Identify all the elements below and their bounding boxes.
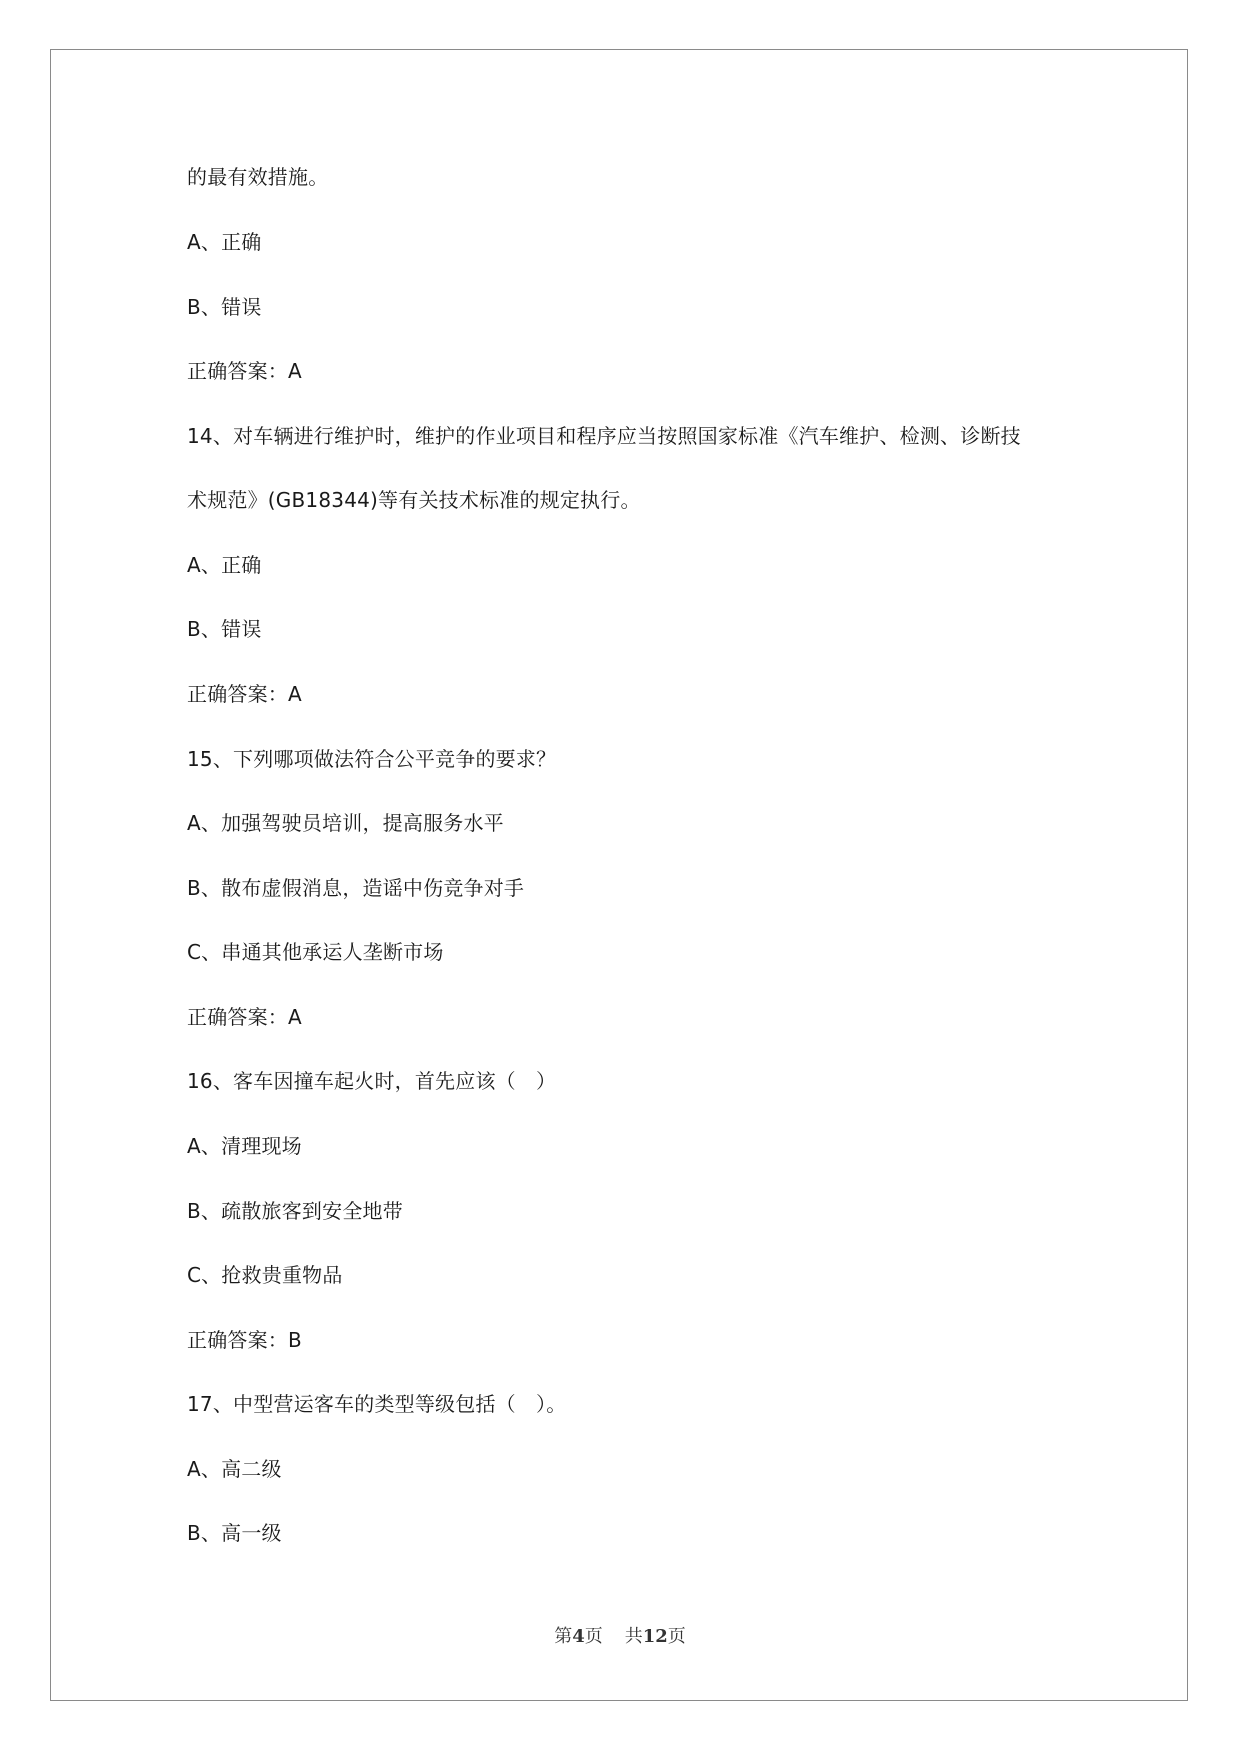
answer-13: 正确答案：A [187,359,302,383]
footer-total-prefix: 共 [624,1626,643,1647]
footer-prefix: 第 [554,1626,573,1647]
question-15: 15、下列哪项做法符合公平竞争的要求？ [187,747,557,771]
footer-page-word: 页 [584,1626,603,1647]
option-c: C、抢救贵重物品 [187,1263,343,1287]
option-b: B、错误 [187,617,262,641]
question-16: 16、客车因撞车起火时，首先应该（ ） [187,1069,557,1093]
answer-14: 正确答案：A [187,682,302,706]
option-a: A、正确 [187,230,262,254]
option-a: A、加强驾驶员培训，提高服务水平 [187,811,504,835]
option-a: A、高二级 [187,1457,282,1481]
option-b: B、高一级 [187,1521,282,1545]
question-13-text-end: 的最有效措施。 [187,165,329,189]
question-14: 14、对车辆进行维护时，维护的作业项目和程序应当按照国家标准《汽车维护、检测、诊断技 [187,424,1021,448]
page-footer [0,1622,1240,1648]
option-b: B、疏散旅客到安全地带 [187,1199,403,1223]
question-14-cont: 术规范》(GB18344)等有关技术标准的规定执行。 [187,488,641,512]
question-17: 17、中型营运客车的类型等级包括（ ）。 [187,1392,567,1416]
option-a: A、正确 [187,553,262,577]
option-c: C、串通其他承运人垄断市场 [187,940,444,964]
answer-16: 正确答案：B [187,1328,302,1352]
total-pages-number: 12 [642,1626,668,1647]
footer-total-suffix: 页 [667,1626,686,1647]
option-b: B、错误 [187,295,262,319]
option-b: B、散布虚假消息，造谣中伤竞争对手 [187,876,525,900]
answer-15: 正确答案：A [187,1005,302,1029]
option-a: A、清理现场 [187,1134,302,1158]
current-page-number: 4 [572,1626,585,1647]
